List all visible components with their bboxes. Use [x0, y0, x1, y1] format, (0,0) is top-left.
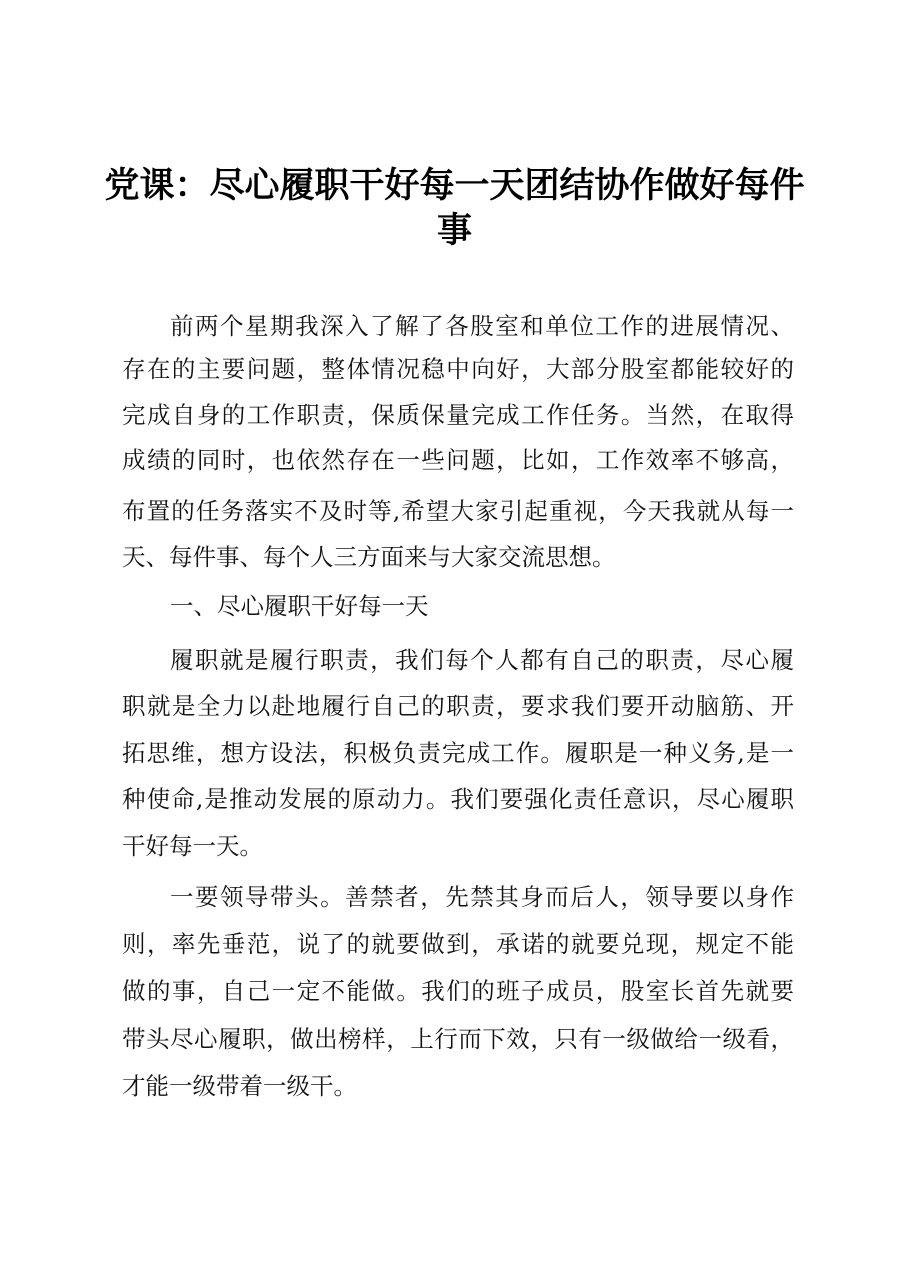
document-title-line-1: 党课：尽心履职干好每一天团结协作做好每件 [104, 165, 805, 206]
paragraph-2-line-2: 职就是全力以赴地履行自己的职责，要求我们要开动脑筋、开 [122, 692, 794, 720]
paragraph-3-line-1: 一要领导带头。善禁者，先禁其身而后人，领导要以身作 [170, 883, 794, 911]
document-title-line-2: 事 [436, 210, 472, 251]
paragraph-2-line-3: 拓思维，想方设法，积极负责完成工作。履职是一种义务,是一 [122, 739, 794, 767]
paragraph-1-line-4: 成绩的同时，也依然存在一些问题，比如，工作效率不够高， [122, 446, 794, 474]
paragraph-3-line-4: 带头尽心履职，做出榜样，上行而下效，只有一级做给一级看， [122, 1025, 794, 1053]
paragraph-2-line-1: 履职就是履行职责，我们每个人都有自己的职责，尽心履 [170, 646, 794, 674]
paragraph-1-line-6: 天、每件事、每个人三方面来与大家交流思想。 [122, 543, 616, 571]
paragraph-1-line-2: 存在的主要问题，整体情况稳中向好，大部分股室都能较好的 [122, 355, 794, 383]
paragraph-2-line-5: 干好每一天。 [122, 832, 263, 860]
paragraph-1-line-5: 布置的任务落实不及时等,希望大家引起重视，今天我就从每一 [122, 497, 794, 525]
paragraph-1-line-1: 前两个星期我深入了解了各股室和单位工作的进展情况、 [170, 312, 794, 340]
paragraph-3-line-5: 才能一级带着一级干。 [122, 1072, 357, 1100]
paragraph-2-line-4: 种使命,是推动发展的原动力。我们要强化责任意识，尽心履职 [122, 785, 794, 813]
paragraph-1-line-3: 完成自身的工作职责，保质保量完成工作任务。当然，在取得 [122, 401, 794, 429]
paragraph-3-line-2: 则，率先垂范，说了的就要做到，承诺的就要兑现，规定不能 [122, 930, 794, 958]
section-heading-1: 一、尽心履职干好每一天 [170, 592, 429, 620]
paragraph-3-line-3: 做的事，自己一定不能做。我们的班子成员，股室长首先就要 [122, 977, 794, 1005]
